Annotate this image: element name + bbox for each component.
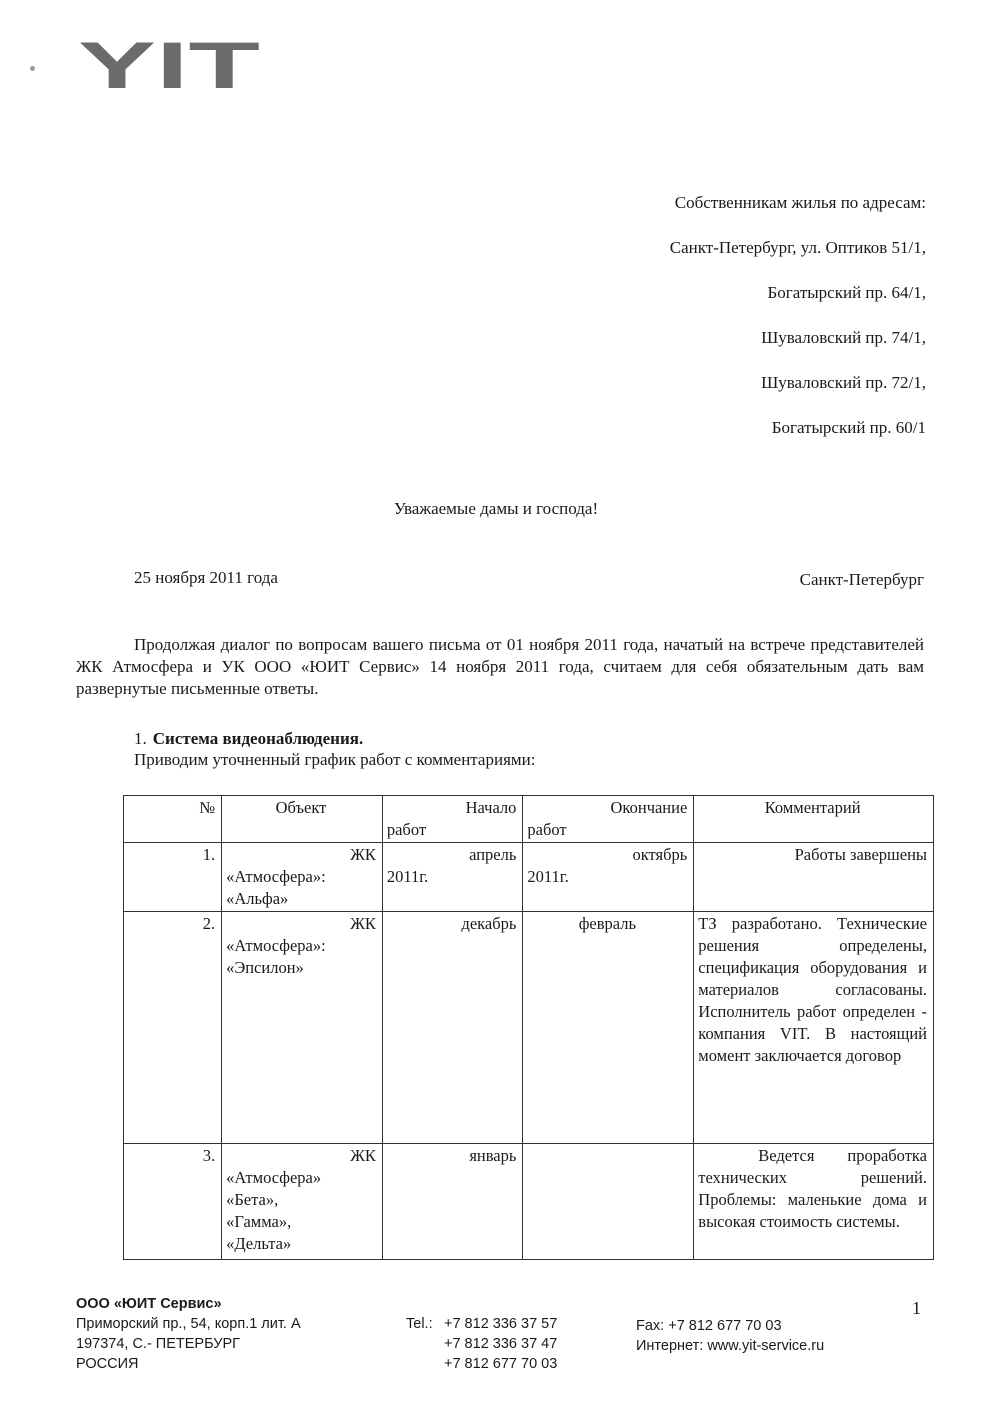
table-row — [124, 843, 934, 912]
tel-number: +7 812 677 70 03 — [444, 1356, 558, 1372]
svg-text:YIT: YIT — [78, 40, 260, 90]
tel-label: Tel.: — [406, 1316, 433, 1332]
company-country: РОССИЯ — [76, 1356, 139, 1372]
row-start: январь — [382, 1144, 523, 1260]
table-row — [124, 1144, 934, 1260]
footer-phones — [406, 1314, 557, 1374]
header-end: Окончание работ — [523, 796, 694, 843]
addressee-line: Богатырский пр. 64/1, — [767, 283, 926, 302]
row-comment: ТЗ разработано. Технические решения определены, спецификация оборудования и материалов согласованы. Исполнитель работ определен - компания VIT. В настоящий момент заключается договор — [694, 912, 934, 1144]
greeting: Уважаемые дамы и господа! — [393, 499, 599, 518]
table-row — [124, 912, 934, 1144]
addressee-line: Шуваловский пр. 74/1, — [761, 328, 926, 347]
addressee-line: Богатырский пр. 60/1 — [771, 418, 926, 437]
intro-paragraph: Продолжая диалог по вопросам вашего письма от 01 ноября 2011 года, начатый на встрече представителей ЖК Атмосфера и УК ООО «ЮИТ Сервис» 14 ноября 2011 года, считаем для себя обязательным дать вам развернутые письменные ответы. — [76, 635, 924, 698]
row-no: 2. — [124, 912, 222, 1144]
table-header-row — [124, 796, 934, 843]
row-no: 1. — [124, 843, 222, 912]
company-address: Приморский пр., 54, корп.1 лит. А — [76, 1316, 301, 1332]
header-no: № — [124, 796, 222, 843]
letter-date: 25 ноября 2011 года — [134, 568, 278, 587]
section-intro: Приводим уточненный график работ с комментариями: — [134, 750, 536, 769]
footer-company — [76, 1294, 301, 1374]
row-end — [523, 1144, 694, 1260]
addressee-line: Собственникам жилья по адресам: — [674, 193, 926, 212]
addressee-line: Санкт-Петербург, ул. Оптиков 51/1, — [669, 238, 926, 257]
schedule-table — [123, 795, 934, 1260]
row-end: октябрь 2011г. — [523, 843, 694, 912]
page-number: 1 — [912, 1298, 921, 1318]
addressee-block — [670, 193, 926, 463]
company-name: ООО «ЮИТ Сервис» — [76, 1296, 222, 1312]
row-no: 3. — [124, 1144, 222, 1260]
row-start: декабрь — [382, 912, 523, 1144]
row-comment: Работы завершены — [694, 843, 934, 912]
row-start: апрель 2011г. — [382, 843, 523, 912]
row-comment: Ведется проработка технических решений. Проблемы: маленькие дома и высокая стоимость системы. — [694, 1144, 934, 1260]
section-heading — [134, 728, 363, 749]
header-comment: Комментарий — [694, 796, 934, 843]
section-number: 1. — [134, 729, 147, 748]
row-object: ЖК «Атмосфера»: «Альфа» — [222, 843, 383, 912]
fax-number: Fax: +7 812 677 70 03 — [636, 1318, 782, 1334]
row-object: ЖК «Атмосфера» «Бета», «Гамма», «Дельта» — [222, 1144, 383, 1260]
header-start: Начало работ — [382, 796, 523, 843]
company-postcode: 197374, С.- ПЕТЕРБУРГ — [76, 1336, 241, 1352]
row-end: февраль — [523, 912, 694, 1144]
header-object: Объект — [222, 796, 383, 843]
website: Интернет: www.yit-service.ru — [636, 1338, 825, 1354]
row-object: ЖК «Атмосфера»: «Эпсилон» — [222, 912, 383, 1144]
yit-logo — [78, 40, 260, 90]
section-title: Система видеонаблюдения. — [152, 729, 364, 748]
tel-number: +7 812 336 37 47 — [444, 1336, 558, 1352]
letter-city: Санкт-Петербург — [799, 570, 924, 589]
scan-speck — [30, 66, 35, 71]
tel-number: +7 812 336 37 57 — [444, 1316, 558, 1332]
addressee-line: Шуваловский пр. 72/1, — [761, 373, 926, 392]
footer-contacts — [636, 1316, 824, 1356]
